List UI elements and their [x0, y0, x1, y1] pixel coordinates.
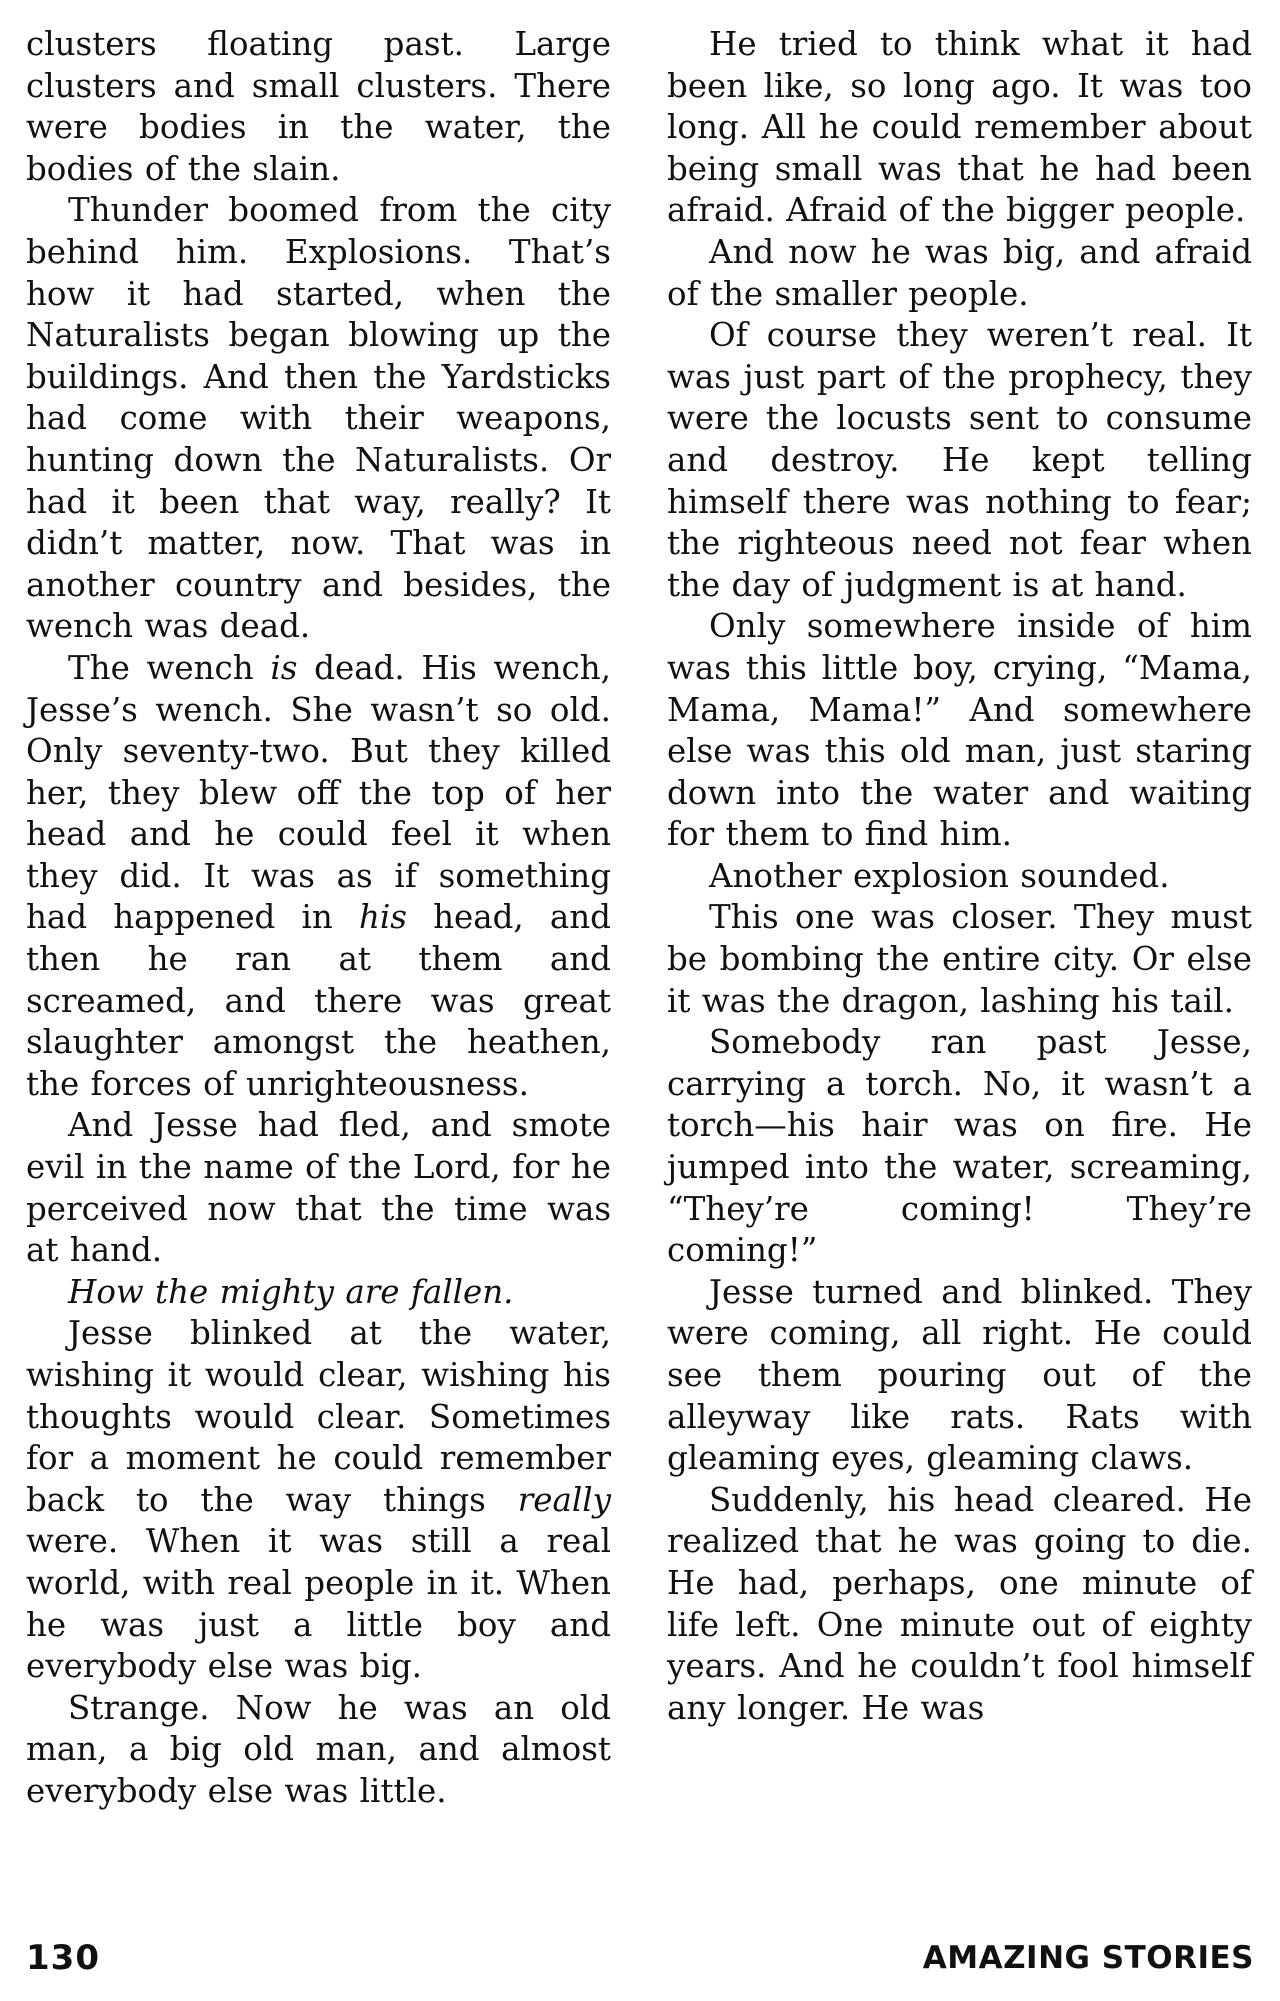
text-run: head, and then he ran at them and screamed, and there was great slaughter amongst the heathen, the forces of unrighteousness.: [26, 898, 611, 1103]
italic-text-run: is: [270, 648, 298, 687]
paragraph: Strange. Now he was an old man, a big old man, and almost everybody else was little.: [26, 1688, 611, 1810]
left-text-column: [26, 24, 611, 1813]
paragraph: Suddenly, his head cleared. He realized that he was going to die. He had, perhaps, one minute of life left. One minute out of eighty years. And he couldn’t fool himself any longer. He was: [667, 1480, 1252, 1727]
paragraph: Only somewhere inside of him was this little boy, crying, “Mama, Mama, Mama!” And somewhere else was this old man, just staring down into the water and waiting for them to find him.: [667, 607, 1252, 854]
text-run: were. When it was still a real world, with real people in it. When he was just a little boy and everybody else was big.: [26, 1522, 611, 1686]
paragraph: Another explosion sounded.: [709, 856, 1170, 895]
text-run: The wench: [68, 648, 271, 687]
page-number: 130: [26, 1938, 100, 1978]
paragraph: Somebody ran past Jesse, carrying a torch. No, it wasn’t a torch—his hair was on fire. He jumped into the water, screaming, “They’re coming! They’re coming!”: [667, 1023, 1252, 1270]
paragraph: This one was closer. They must be bombing the entire city. Or else it was the dragon, lashing his tail.: [667, 898, 1252, 1020]
paragraph: clusters floating past. Large clusters and small clusters. There were bodies in the water, the bodies of the slain.: [26, 25, 611, 188]
italic-text-run: really: [517, 1480, 611, 1519]
paragraph: [26, 1313, 611, 1687]
italic-quote-line: How the mighty are fallen.: [68, 1272, 514, 1311]
right-text-column: [667, 24, 1252, 1729]
running-title: AMAZING STORIES: [922, 1940, 1254, 1976]
paragraph: Thunder boomed from the city behind him. Explosions. That’s how it had started, when the Naturalists began blowing up the buildings. And then the Yardsticks had come with their weapons, hunting down the Naturalists. Or had it been that way, really? It didn’t matter, now. That was in another country and besides, the wench was dead.: [26, 191, 611, 646]
paragraph: [26, 648, 611, 1106]
page-footer: [26, 1938, 1254, 1982]
paragraph: He tried to think what it had been like, so long ago. It was too long. All he could remember about being small was that he had been afraid. Afraid of the bigger people.: [667, 25, 1252, 230]
text-run: dead. His wench, Jesse’s wench. She wasn’t so old. Only seventy-two. But they killed her, they blew off the top of her head and he could feel it when they did. It was as if something had happened in: [26, 648, 612, 937]
paragraph: Jesse turned and blinked. They were coming, all right. He could see them pouring out of the alleyway like rats. Rats with gleaming eyes, gleaming claws.: [667, 1272, 1252, 1478]
italic-text-run: his: [358, 898, 407, 937]
paragraph: And now he was big, and afraid of the smaller people.: [667, 232, 1252, 313]
paragraph: And Jesse had fled, and smote evil in the name of the Lord, for he perceived now that the time was at hand.: [26, 1106, 611, 1270]
text-run: Jesse blinked at the water, wishing it would clear, wishing his thoughts would clear. Sometimes for a moment he could remember back to the way things: [26, 1314, 611, 1519]
paragraph: Of course they weren’t real. It was just part of the prophecy, they were the locusts sent to consume and destroy. He kept telling himself there was nothing to fear; the righteous need not fear when the day of judgment is at hand.: [667, 316, 1252, 604]
